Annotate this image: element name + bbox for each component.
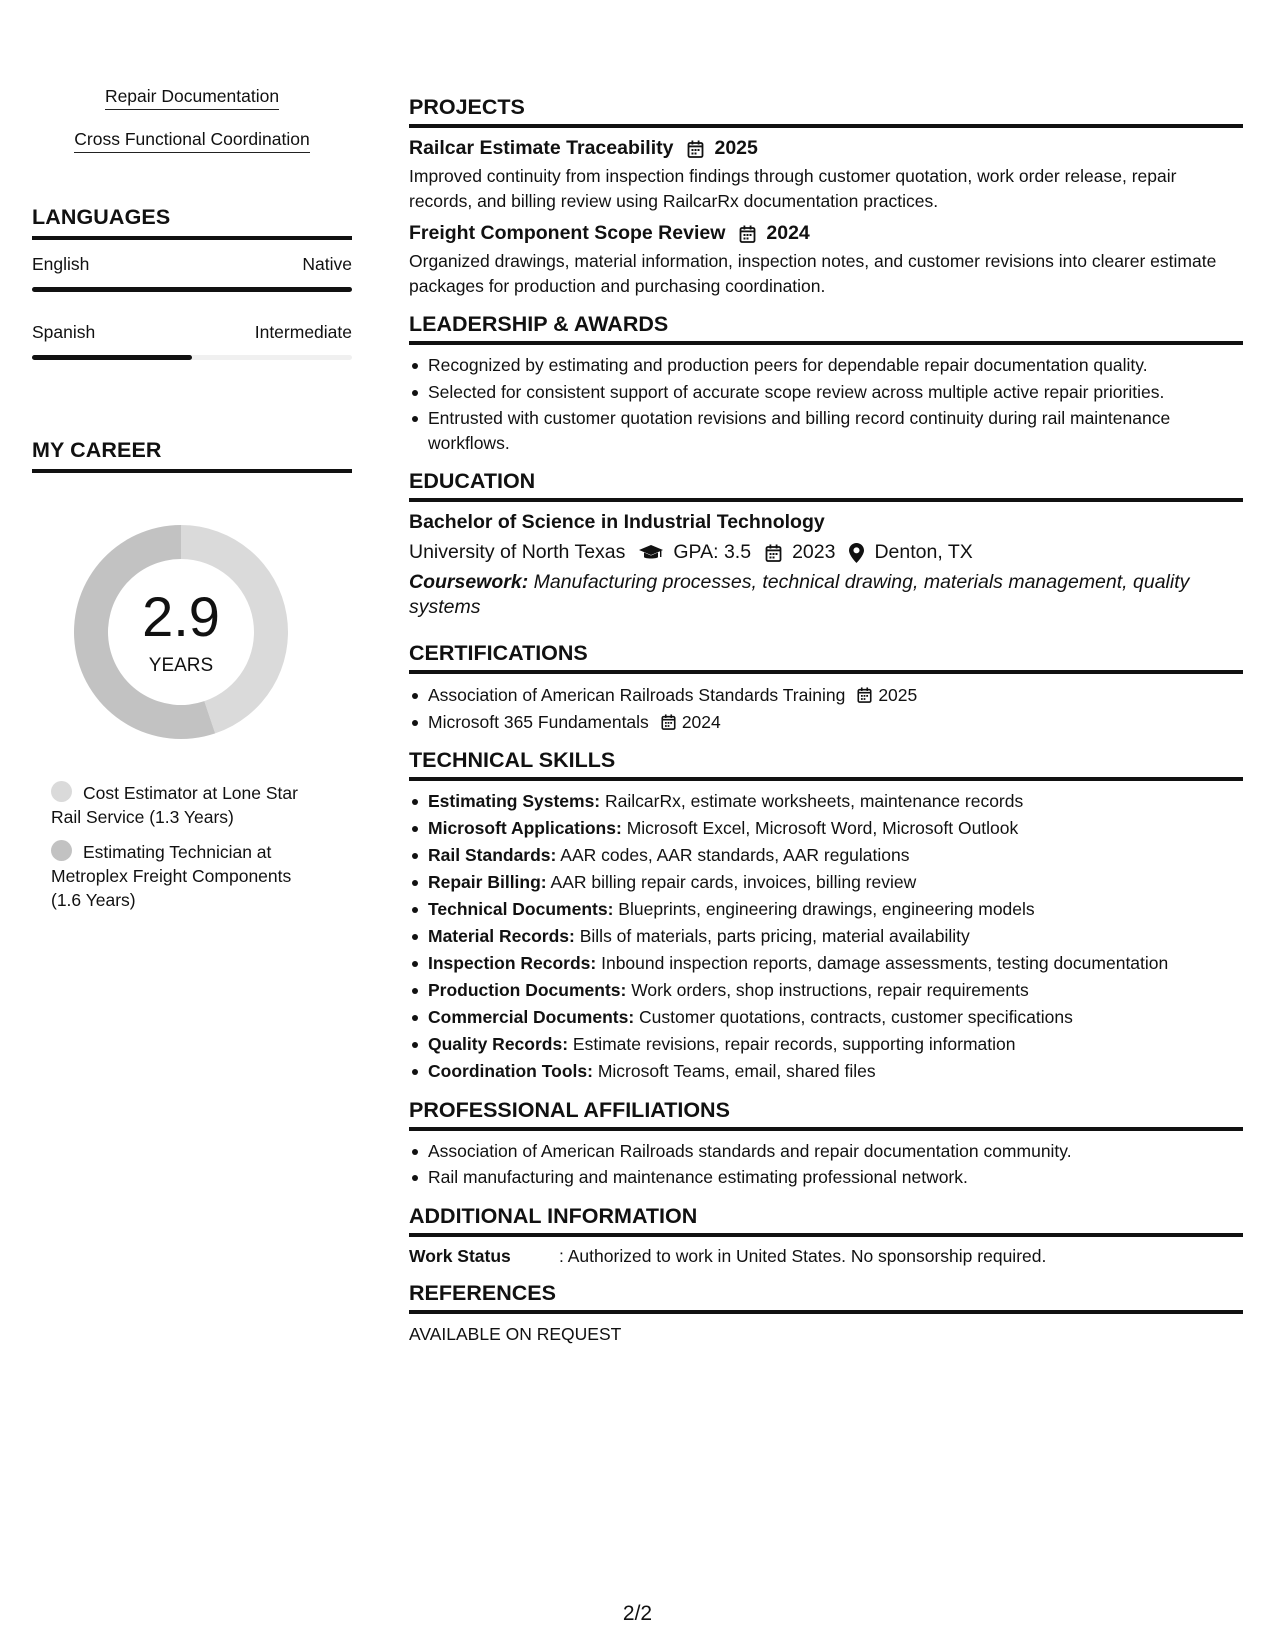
language-item: [32, 322, 352, 360]
work-status-row: [409, 1246, 1243, 1267]
career-legend: [51, 781, 321, 912]
graduation-year: 2023: [792, 541, 836, 563]
project-item: [409, 222, 1243, 298]
graduation-cap-icon: [639, 545, 663, 561]
leadership-section: [409, 312, 1243, 455]
language-proficiency-bar: [32, 355, 352, 360]
language-list: [32, 254, 352, 360]
technical-skill-item: [409, 978, 1243, 1003]
language-level: Intermediate: [254, 322, 352, 342]
technical-skill-label: Repair Billing:: [428, 872, 547, 892]
education-heading: EDUCATION: [409, 469, 1243, 502]
language-name: Spanish: [32, 322, 96, 342]
certification-year: 2025: [878, 685, 918, 705]
references-heading: REFERENCES: [409, 1281, 1243, 1314]
coursework-label: Coursework:: [409, 571, 529, 593]
affiliation-item: Rail manufacturing and maintenance estimating professional network.: [409, 1165, 1243, 1190]
projects-heading: PROJECTS: [409, 95, 1243, 128]
technical-skill-value: Blueprints, engineering drawings, engineering models: [618, 899, 1035, 919]
calendar-icon: [857, 687, 872, 703]
certifications-list: [409, 683, 1243, 734]
calendar-icon: [739, 225, 756, 243]
technical-skill-item: [409, 1059, 1243, 1084]
technical-skill-label: Material Records:: [428, 926, 575, 946]
technical-skill-value: Microsoft Excel, Microsoft Word, Microsoft Outlook: [626, 818, 1019, 838]
technical-skill-label: Microsoft Applications:: [428, 818, 622, 838]
technical-skill-value: Inbound inspection reports, damage assessments, testing documentation: [601, 953, 1169, 973]
language-level: Native: [302, 254, 352, 274]
career-years-label: YEARS: [148, 655, 214, 676]
school-location: Denton, TX: [874, 541, 973, 563]
gpa: GPA: 3.5: [673, 541, 752, 563]
skill-tag-label: Repair Documentation: [105, 86, 279, 110]
technical-skills-list: [409, 789, 1243, 1084]
project-year: 2024: [766, 222, 810, 244]
technical-skill-item: [409, 951, 1243, 976]
calendar-icon: [765, 544, 782, 562]
technical-skill-label: Rail Standards:: [428, 845, 557, 865]
technical-skill-label: Commercial Documents:: [428, 1007, 635, 1027]
skill-tag: [32, 86, 352, 110]
career-total-years: 2.9: [142, 585, 220, 648]
technical-skill-value: RailcarRx, estimate worksheets, maintenance records: [605, 791, 1024, 811]
work-status-label: Work Status: [409, 1245, 511, 1266]
education-details: [409, 541, 1243, 564]
degree-title: Bachelor of Science in Industrial Technology: [409, 511, 825, 533]
career-heading: MY CAREER: [32, 438, 352, 473]
career-legend-item: [51, 781, 321, 829]
project-title: Railcar Estimate Traceability: [409, 137, 674, 159]
calendar-icon: [687, 140, 704, 158]
career-legend-label: Estimating Technician at Metroplex Freight Components (1.6 Years): [51, 842, 292, 910]
technical-skill-value: Customer quotations, contracts, customer specifications: [639, 1007, 1073, 1027]
additional-info-section: [409, 1204, 1243, 1267]
main-content: [409, 95, 1243, 1359]
technical-skill-label: Production Documents:: [428, 980, 627, 1000]
technical-skill-value: Estimate revisions, repair records, supporting information: [572, 1034, 1016, 1054]
legend-dot-icon: [51, 840, 72, 861]
project-title: Freight Component Scope Review: [409, 222, 726, 244]
leadership-list: [409, 353, 1243, 455]
technical-skill-value: AAR billing repair cards, invoices, billing review: [550, 872, 917, 892]
language-proficiency-fill: [32, 355, 192, 360]
technical-skill-item: [409, 1005, 1243, 1030]
technical-skills-section: [409, 748, 1243, 1084]
affiliations-section: [409, 1098, 1243, 1190]
career-legend-item: [51, 840, 321, 912]
career-donut-chart: [66, 517, 296, 747]
languages-heading: LANGUAGES: [32, 205, 352, 240]
skill-tag-label: Cross Functional Coordination: [74, 129, 309, 153]
project-item: [409, 137, 1243, 213]
page-number: 2/2: [622, 1602, 653, 1625]
certification-name: Microsoft 365 Fundamentals: [428, 711, 649, 732]
technical-skills-heading: TECHNICAL SKILLS: [409, 748, 1243, 781]
technical-skill-label: Technical Documents:: [428, 899, 614, 919]
technical-skill-item: [409, 924, 1243, 949]
certifications-heading: CERTIFICATIONS: [409, 641, 1243, 674]
technical-skill-value: AAR codes, AAR standards, AAR regulations: [560, 845, 910, 865]
certifications-section: [409, 641, 1243, 734]
education-section: [409, 469, 1243, 619]
project-year: 2025: [714, 137, 758, 159]
technical-skill-label: Inspection Records:: [428, 953, 597, 973]
coursework: [409, 570, 1243, 619]
certification-item: [409, 710, 1243, 735]
technical-skill-item: [409, 870, 1243, 895]
technical-skill-value: Bills of materials, parts pricing, material availability: [579, 926, 970, 946]
affiliations-list: [409, 1139, 1243, 1190]
language-proficiency-bar: [32, 287, 352, 292]
technical-skill-item: [409, 816, 1243, 841]
technical-skill-label: Quality Records:: [428, 1034, 569, 1054]
technical-skill-value: Work orders, shop instructions, repair requirements: [631, 980, 1029, 1000]
technical-skill-item: [409, 1032, 1243, 1057]
certification-year: 2024: [681, 711, 721, 732]
technical-skill-item: [409, 843, 1243, 868]
affiliations-heading: PROFESSIONAL AFFILIATIONS: [409, 1098, 1243, 1131]
certification-name: Association of American Railroads Standards Training: [428, 685, 846, 705]
technical-skill-value: Microsoft Teams, email, shared files: [597, 1061, 876, 1081]
technical-skill-item: [409, 897, 1243, 922]
language-item: [32, 254, 352, 292]
projects-section: [409, 95, 1243, 298]
work-status-value: : Authorized to work in United States. No sponsorship required.: [559, 1245, 1047, 1266]
leadership-item: Recognized by estimating and production peers for dependable repair documentation quality.: [409, 353, 1243, 378]
coursework-text: Manufacturing processes, technical drawing, materials management, quality systems: [409, 571, 1190, 618]
career-legend-label: Cost Estimator at Lone Star Rail Service (1.3 Years): [51, 783, 298, 827]
affiliation-item: Association of American Railroads standards and repair documentation community.: [409, 1139, 1243, 1164]
language-proficiency-fill: [32, 287, 352, 292]
skill-tag: [32, 129, 352, 153]
leadership-item: Entrusted with customer quotation revisions and billing record continuity during rail maintenance workflows.: [409, 406, 1243, 455]
location-pin-icon: [849, 543, 864, 563]
sidebar: [32, 86, 352, 923]
project-description: Organized drawings, material information, inspection notes, and customer revisions into clearer estimate packages for production and purchasing coordination.: [409, 251, 1217, 296]
technical-skill-label: Coordination Tools:: [428, 1061, 593, 1081]
references-section: [409, 1281, 1243, 1345]
calendar-icon: [661, 714, 676, 730]
school-name: University of North Texas: [409, 541, 626, 563]
legend-dot-icon: [51, 781, 72, 802]
technical-skill-label: Estimating Systems:: [428, 791, 601, 811]
technical-skill-item: [409, 789, 1243, 814]
additional-info-heading: ADDITIONAL INFORMATION: [409, 1204, 1243, 1237]
references-text: AVAILABLE ON REQUEST: [409, 1323, 622, 1344]
project-description: Improved continuity from inspection findings through customer quotation, work order release, repair records, and billing review using RailcarRx documentation practices.: [409, 166, 1177, 211]
leadership-item: Selected for consistent support of accurate scope review across multiple active repair priorities.: [409, 380, 1243, 405]
leadership-heading: LEADERSHIP & AWARDS: [409, 312, 1243, 345]
certification-item: [409, 683, 1243, 708]
language-name: English: [32, 254, 90, 274]
